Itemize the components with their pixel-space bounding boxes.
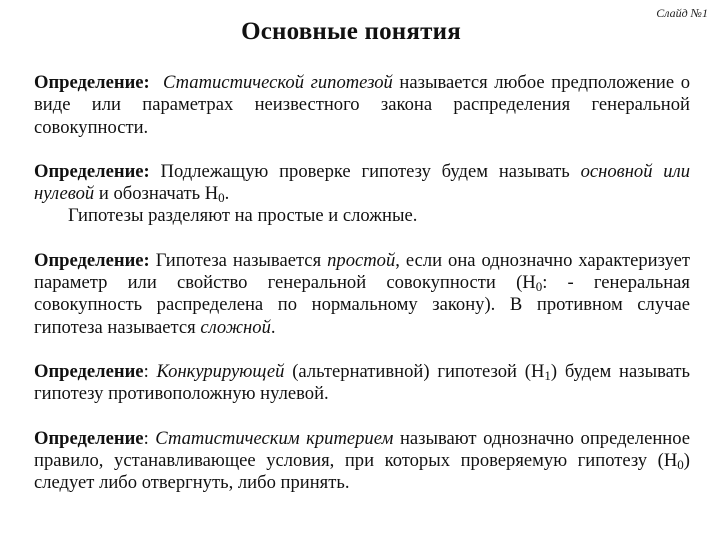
subscript: 0 bbox=[218, 190, 225, 206]
slide-title: Основные понятия bbox=[241, 18, 461, 45]
definition-simple-hypothesis bbox=[34, 250, 690, 339]
term-italic: простой bbox=[327, 249, 396, 271]
definition-text: : - генеральная совокупность распределена по нормальному закону). В противном случае гипотеза называется bbox=[34, 272, 690, 338]
definition-term: Определение: bbox=[34, 249, 150, 271]
subscript: 0 bbox=[677, 456, 684, 472]
definition-alternative-hypothesis bbox=[34, 361, 690, 406]
term-italic: Конкурирующей bbox=[156, 360, 285, 382]
term-italic: Статистическим критерием bbox=[155, 427, 394, 449]
definition-null-hypothesis bbox=[34, 161, 690, 206]
subscript: 1 bbox=[544, 367, 551, 383]
definition-text: называется любое предположение о виде или параметрах неизвестного закона распределения генеральной совокупности. bbox=[34, 72, 691, 138]
definition-text: ) будем называть гипотезу противоположную нулевой. bbox=[34, 360, 690, 405]
hypothesis-types-note: Гипотезы разделяют на простые и сложные. bbox=[68, 205, 418, 227]
definition-text: называют однозначно определенное правило, устанавливающее условия, при которых проверяемую гипотезу (H bbox=[34, 427, 690, 471]
definition-text: ) следует либо отвергнуть, либо принять. bbox=[34, 449, 690, 494]
subscript: 0 bbox=[535, 279, 543, 295]
definition-term: Определение: bbox=[34, 72, 150, 93]
term-italic: Статистической гипотезой bbox=[162, 72, 393, 93]
definition-text: . bbox=[270, 316, 276, 338]
definition-text: и обозначать H bbox=[94, 183, 219, 205]
definition-text: Подлежащую проверке гипотезу будем называть bbox=[149, 160, 581, 182]
definition-text: , если она однозначно характеризует параметр или свойство генеральной совокупности (H bbox=[34, 249, 690, 294]
definition-text: . bbox=[224, 183, 230, 205]
slide-number-label: Слайд №1 bbox=[656, 6, 708, 20]
definition-statistical-criterion bbox=[34, 428, 690, 495]
definition-statistical-hypothesis bbox=[34, 72, 690, 139]
definition-term: Определение bbox=[34, 360, 144, 382]
definition-term: Определение: bbox=[34, 160, 150, 182]
definition-colon: : bbox=[143, 360, 157, 382]
term-italic: основной или нулевой bbox=[34, 160, 691, 205]
definition-text: (альтернативной) гипотезой (H bbox=[284, 360, 545, 382]
definition-text: Гипотеза называется bbox=[149, 249, 328, 271]
slide-content bbox=[34, 72, 690, 494]
term-italic: сложной bbox=[200, 316, 271, 338]
definition-colon: : bbox=[143, 427, 156, 449]
definition-term: Определение bbox=[34, 427, 144, 449]
